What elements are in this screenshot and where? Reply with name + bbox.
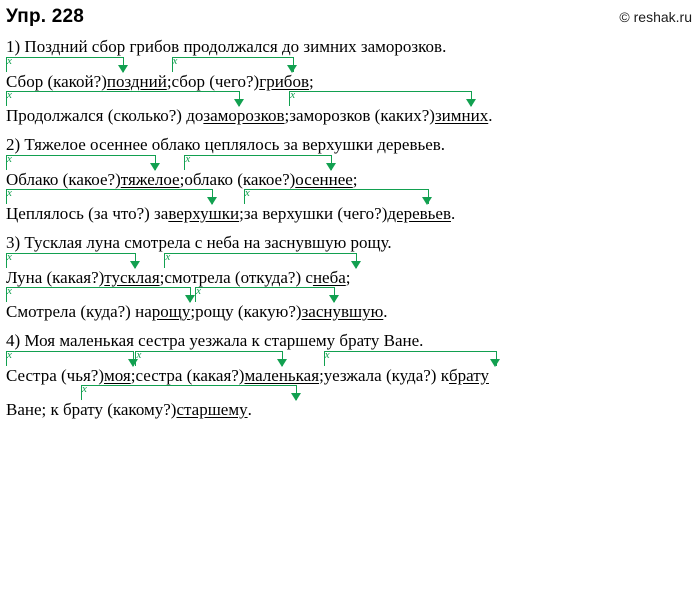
analysis-text [171,55,260,92]
analysis-text [164,251,313,288]
source-sentence: 4) Моя маленькая сестра уезжала к старшему брату Ване. [6,331,424,350]
main-word-x-mark: x [7,153,12,165]
dependent-word [259,72,309,92]
analysis-text [135,349,245,386]
text-fragment: Луна (какая?) [6,268,105,287]
text-fragment: ; [179,170,185,189]
dependent-word [121,170,180,190]
underlined-word: неба [312,268,346,287]
page-title: Упр. 228 [6,6,85,27]
analysis-line [6,251,692,288]
exercise-item [6,232,692,322]
dependency-arrow [135,351,283,366]
main-word-x-mark: x [7,285,12,297]
analysis-text [323,349,449,386]
text-fragment: смотрела (откуда?) с [164,268,313,287]
text-fragment: . [383,302,388,321]
dependent-word [107,72,167,92]
analysis-text [289,89,435,126]
text-fragment: Продолжался (сколько?) до [6,106,204,125]
text-fragment: ; [130,366,136,385]
text-fragment: уезжала (куда?) к [323,366,449,385]
source-sentence: 2) Тяжелое осеннее облако цеплялось за верхушки деревьев. [6,135,446,154]
dependent-word [168,204,239,224]
analysis-text [488,106,492,126]
text-fragment: Сбор (какой?) [6,72,107,91]
dependency-arrow [244,189,429,204]
analysis-text [6,89,204,126]
text-fragment: ; [308,72,314,91]
underlined-word: тусклая [104,268,160,287]
underlined-word: брату [448,366,489,385]
underlined-word: осеннее [295,170,353,189]
dependency-arrow [6,287,191,302]
analysis-text [6,55,107,92]
analysis-text [6,153,121,190]
text-fragment: Смотрела (куда?) на [6,302,152,321]
main-word-x-mark: x [196,285,201,297]
exercise-item [6,36,692,126]
text-fragment: рощу (какую?) [195,302,302,321]
text-fragment: сестра (какая?) [135,366,245,385]
analysis-text [6,187,169,224]
main-word-x-mark: x [172,55,178,67]
text-fragment: ; [166,72,172,91]
analysis-line [6,383,692,420]
main-word-x-mark: x [244,187,250,199]
analysis-line [6,285,692,322]
analysis-text [346,268,351,288]
analysis-text [451,204,455,224]
analysis-line [6,55,692,92]
analysis-line [6,89,692,126]
text-fragment: Цеплялось (за что?) за [6,204,169,223]
exercise-item [6,134,692,224]
dependent-word [435,106,488,126]
underlined-word: заснувшую [301,302,384,321]
underlined-word: тяжелое [120,170,180,189]
underlined-word: старшему [176,400,248,419]
analysis-text [195,285,302,322]
underlined-word: грибов [259,72,309,91]
analysis-line [6,153,692,190]
source-sentence: 1) Поздний сбор грибов продолжался до зимних заморозков. [6,37,447,56]
analysis-text [309,72,314,92]
text-fragment: Сестра (чья?) [6,366,104,385]
main-word-x-mark: x [185,153,191,165]
analysis-text [243,187,388,224]
analysis-text [248,400,252,420]
main-word-x-mark: x [7,89,12,101]
underlined-word: заморозков [203,106,285,125]
text-fragment: ; [159,268,165,287]
dependent-word [104,268,159,288]
analysis-text [6,285,152,322]
underlined-word: маленькая [244,366,320,385]
text-fragment: . [450,204,456,223]
text-fragment: за верхушки (чего?) [243,204,388,223]
text-fragment: ; [284,106,290,125]
dependency-arrow [6,57,124,72]
dependent-word [203,106,284,126]
main-word-x-mark: x [136,349,142,361]
underlined-word: верхушки [168,204,240,223]
analysis-line [6,349,692,386]
main-word-x-mark: x [7,251,12,263]
page-header [6,6,692,28]
text-fragment: . [247,400,252,419]
analysis-text [184,153,296,190]
text-fragment: ; [352,170,358,189]
text-fragment: ; [239,204,244,223]
dependency-arrow [6,155,156,170]
dependency-arrow [172,57,294,72]
text-fragment: Облако (какое?) [6,170,121,189]
dependent-word [302,302,384,322]
dependent-word [313,268,346,288]
dependency-arrow [289,91,472,106]
main-word-x-mark: x [7,55,12,67]
text-fragment: . [488,106,493,125]
dependent-word [244,366,319,386]
underlined-word: поздний [106,72,167,91]
analysis-text [383,302,387,322]
text-fragment: ; [319,366,324,385]
underlined-word: деревьев [387,204,451,223]
underlined-word: зимних [434,106,489,125]
exercise-item [6,330,692,420]
main-word-x-mark: x [290,89,296,101]
analysis-text [353,170,358,190]
dependent-word [104,366,131,386]
analysis-text [6,349,104,386]
underlined-word: рощу [151,302,191,321]
underlined-word: моя [103,366,131,385]
main-word-x-mark: x [7,187,12,199]
text-fragment: ; [345,268,351,287]
text-fragment: ; [190,302,196,321]
dependency-arrow [6,351,134,366]
dependency-arrow [81,385,297,400]
text-fragment: сбор (чего?) [171,72,260,91]
exercise-content [6,36,692,420]
main-word-x-mark: x [7,349,12,361]
dependency-arrow [6,189,213,204]
dependency-arrow [164,253,357,268]
dependent-word [449,366,489,386]
text-fragment: заморозков (каких?) [289,106,435,125]
dependency-arrow [324,351,497,366]
dependency-arrow [195,287,335,302]
dependency-arrow [184,155,332,170]
analysis-line [6,187,692,224]
dependent-word [295,170,353,190]
dependency-arrow [6,91,240,106]
analysis-text [6,251,105,288]
dependent-word [152,302,191,322]
main-word-x-mark: x [165,251,171,263]
dependency-arrow [6,253,136,268]
copyright-notice: © reshak.ru [619,9,692,25]
main-word-x-mark: x [82,383,87,395]
analysis-text [6,383,177,420]
text-fragment: Ване; к брату (какому?) [6,400,177,419]
main-word-x-mark: x [324,349,330,361]
source-sentence: 3) Тусклая луна смотрела с неба на заснувшую рощу. [6,233,392,252]
text-fragment: облако (какое?) [184,170,296,189]
dependent-word [176,400,247,420]
dependent-word [387,204,451,224]
